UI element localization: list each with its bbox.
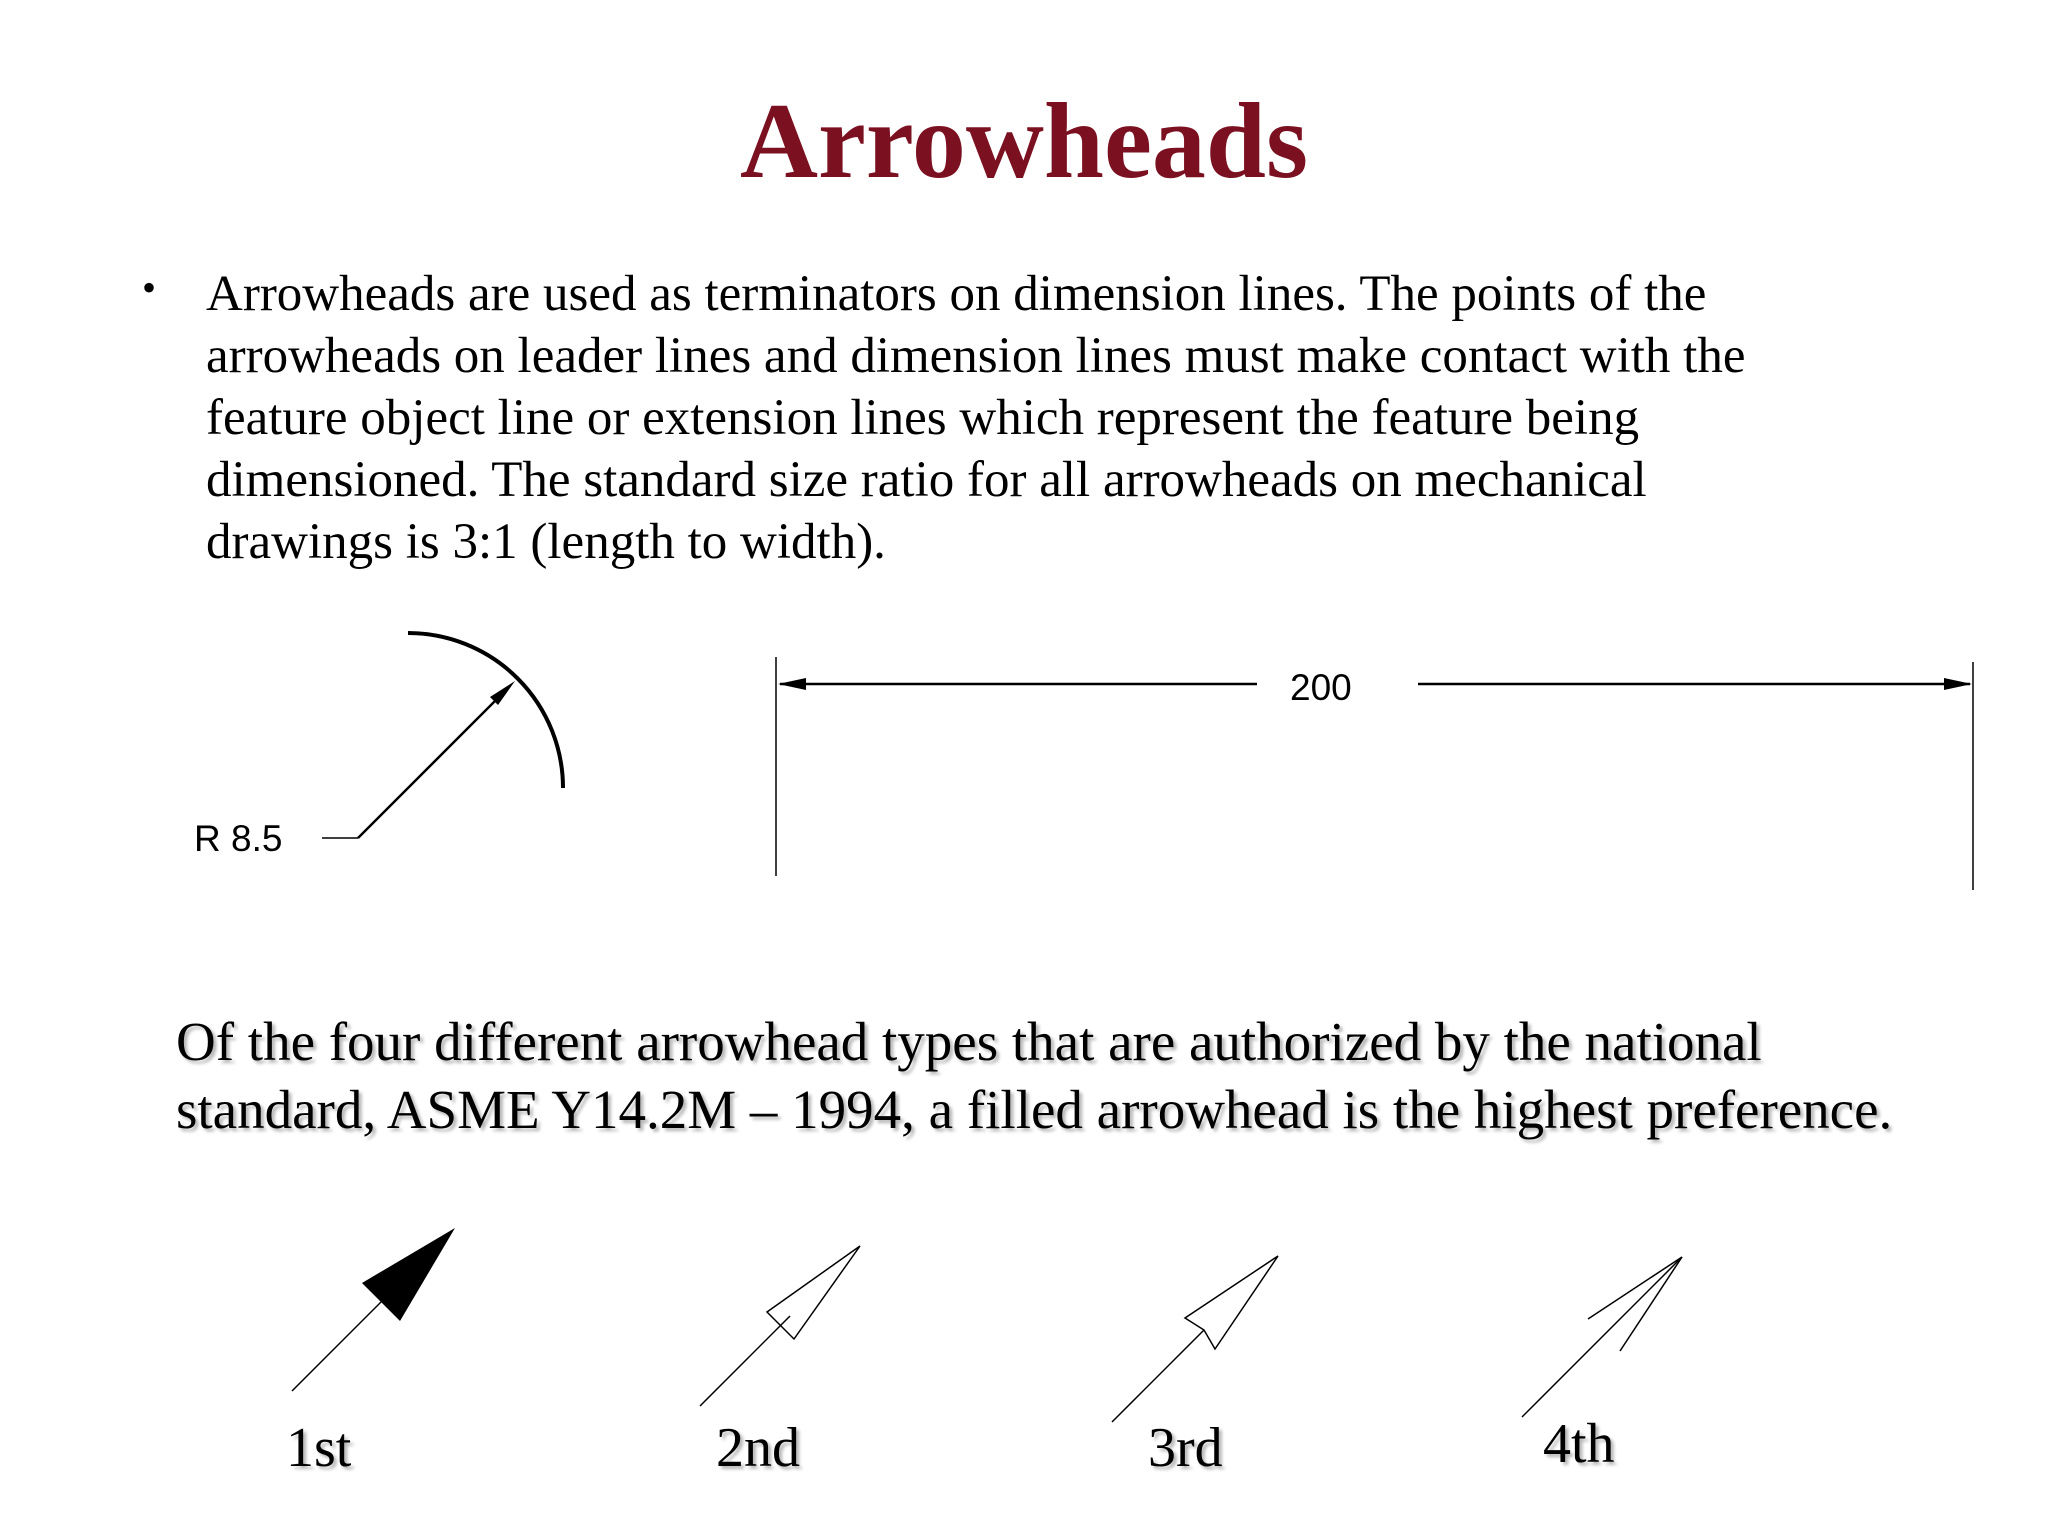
arrowhead-3-label: 3rd bbox=[1148, 1417, 1223, 1479]
bullet-line: arrowheads on leader lines and dimension lines must make contact with the bbox=[206, 328, 1746, 384]
arrowhead-4-shaft bbox=[1522, 1257, 1682, 1417]
bullet-line: feature object line or extension lines which represent the feature being bbox=[206, 390, 1640, 446]
arrowhead-4-line-upper bbox=[1588, 1257, 1682, 1319]
arrowhead-1-label: 1st bbox=[286, 1417, 352, 1479]
arrowhead-1-shaft bbox=[292, 1297, 386, 1391]
dimension-arrowhead-left bbox=[778, 678, 806, 690]
radius-label: R 8.5 bbox=[194, 818, 283, 859]
standard-note bbox=[176, 1008, 2006, 1144]
bullet-line: Arrowheads are used as terminators on dimension lines. The points of the bbox=[206, 266, 1707, 322]
arrowhead-2-shaft bbox=[700, 1316, 790, 1406]
arrowhead-3-shaft bbox=[1112, 1330, 1204, 1422]
arrowhead-4-label: 4th bbox=[1543, 1413, 1615, 1475]
radius-leader-line bbox=[358, 690, 506, 838]
bullet-line: drawings is 3:1 (length to width). bbox=[206, 514, 886, 570]
bullet-marker: • bbox=[142, 265, 157, 310]
arrowhead-4-line-lower bbox=[1620, 1257, 1682, 1351]
dimension-value-label: 200 bbox=[1290, 667, 1352, 708]
note-line: standard, ASME Y14.2M – 1994, a filled arrowhead is the highest preference. bbox=[176, 1079, 1893, 1140]
dimension-arrowhead-right bbox=[1944, 678, 1972, 690]
note-line: Of the four different arrowhead types that are authorized by the national bbox=[176, 1011, 1762, 1072]
arrowhead-2-label: 2nd bbox=[716, 1417, 800, 1479]
bullet-line: dimensioned. The standard size ratio for all arrowheads on mechanical bbox=[206, 452, 1647, 508]
slide-title: Arrowheads bbox=[739, 82, 1308, 201]
arrowhead-2-open-icon bbox=[767, 1246, 860, 1339]
